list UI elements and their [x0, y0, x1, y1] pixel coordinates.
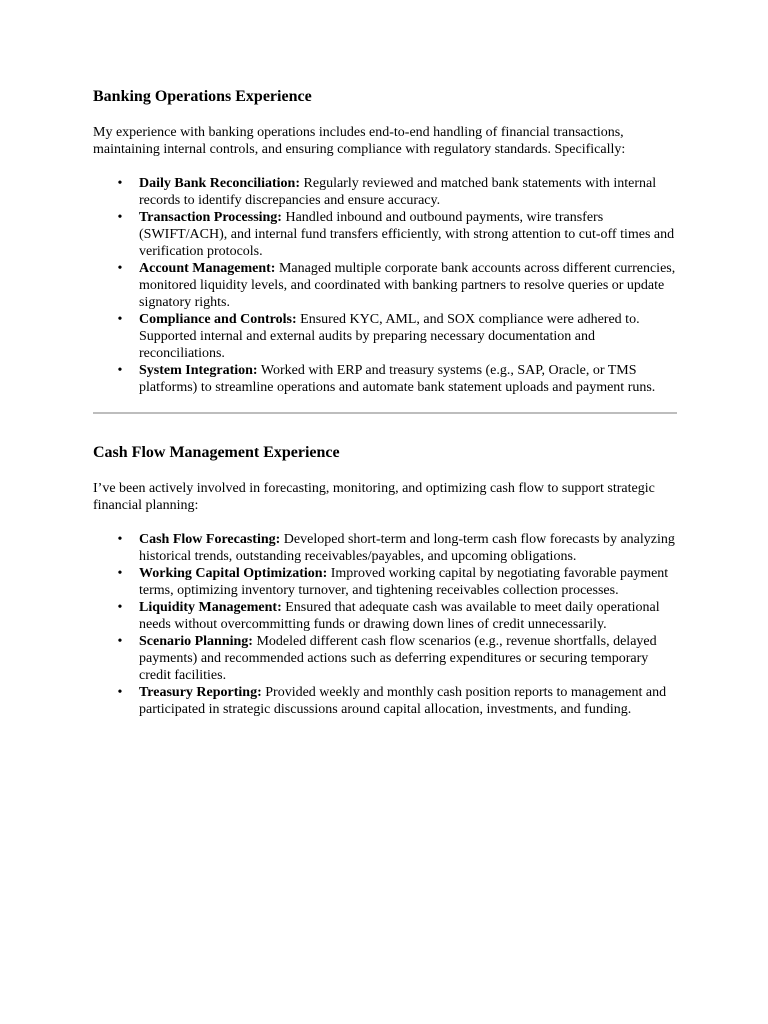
- list-item: [117, 531, 677, 565]
- section-intro: My experience with banking operations includes end-to-end handling of financial transactions, maintaining internal controls, and ensuring compliance with regulatory standards. Specifically:: [93, 125, 626, 157]
- bullet-icon: •: [117, 600, 123, 615]
- bullet-icon: •: [117, 312, 123, 327]
- list-item: [117, 209, 677, 260]
- bullet-icon: •: [117, 363, 123, 378]
- item-text: Developed short-term and long-term cash flow forecasts by analyzing historical trends, outstanding receivables/payables, and upcoming obligations.: [139, 532, 675, 564]
- list-item: [117, 565, 677, 599]
- item-term: Scenario Planning:: [139, 634, 253, 649]
- section-heading: Banking Operations Experience: [93, 88, 312, 105]
- bullet-icon: •: [117, 176, 123, 191]
- item-text: Handled inbound and outbound payments, wire transfers (SWIFT/ACH), and internal fund transfers efficiently, with strong attention to cut-off times and verification protocols.: [139, 210, 675, 259]
- bullet-icon: •: [117, 634, 123, 649]
- item-text: Worked with ERP and treasury systems (e.g., SAP, Oracle, or TMS platforms) to streamline operations and automate bank statement uploads and payment runs.: [139, 363, 656, 395]
- bullet-icon: •: [117, 261, 123, 276]
- section-heading: Cash Flow Management Experience: [93, 444, 340, 461]
- item-text: Regularly reviewed and matched bank statements with internal records to identify discrepancies and ensure accuracy.: [139, 176, 657, 208]
- section-intro: I’ve been actively involved in forecasting, monitoring, and optimizing cash flow to support strategic financial planning:: [93, 481, 655, 513]
- list-item: [117, 633, 677, 684]
- list-item: [117, 684, 677, 718]
- bullet-list: [93, 175, 677, 396]
- item-text: Modeled different cash flow scenarios (e.g., revenue shortfalls, delayed payments) and recommended actions such as deferring expenditures or securing temporary credit facilities.: [139, 634, 657, 683]
- list-item: [117, 260, 677, 311]
- bullet-icon: •: [117, 685, 123, 700]
- item-term: Account Management:: [139, 261, 276, 276]
- bullet-icon: •: [117, 210, 123, 225]
- section-cash-flow-management: [93, 443, 677, 718]
- list-item: [117, 599, 677, 633]
- item-term: System Integration:: [139, 363, 258, 378]
- item-text: Ensured KYC, AML, and SOX compliance were adhered to. Supported internal and external audits by preparing necessary documentation and reconciliations.: [139, 312, 640, 361]
- bullet-icon: •: [117, 566, 123, 581]
- item-term: Working Capital Optimization:: [139, 566, 328, 581]
- item-term: Treasury Reporting:: [139, 685, 262, 700]
- list-item: [117, 175, 677, 209]
- list-item: [117, 311, 677, 362]
- section-divider: [93, 412, 677, 414]
- bullet-list: [93, 531, 677, 718]
- item-term: Compliance and Controls:: [139, 312, 297, 327]
- item-term: Transaction Processing:: [139, 210, 282, 225]
- item-term: Daily Bank Reconciliation:: [139, 176, 301, 191]
- bullet-icon: •: [117, 532, 123, 547]
- item-term: Cash Flow Forecasting:: [139, 532, 281, 547]
- item-text: Provided weekly and monthly cash position reports to management and participated in strategic discussions around capital allocation, investments, and funding.: [139, 685, 667, 717]
- document-content: [93, 87, 677, 718]
- item-text: Managed multiple corporate bank accounts across different currencies, monitored liquidity levels, and coordinated with banking partners to resolve queries or update signatory rights.: [139, 261, 676, 310]
- item-term: Liquidity Management:: [139, 600, 282, 615]
- item-text: Improved working capital by negotiating favorable payment terms, optimizing inventory turnover, and tightening receivables collection processes.: [139, 566, 669, 598]
- list-item: [117, 362, 677, 396]
- item-text: Ensured that adequate cash was available to meet daily operational needs without overcommitting funds or drawing down lines of credit unnecessarily.: [139, 600, 660, 632]
- section-banking-operations: [93, 87, 677, 396]
